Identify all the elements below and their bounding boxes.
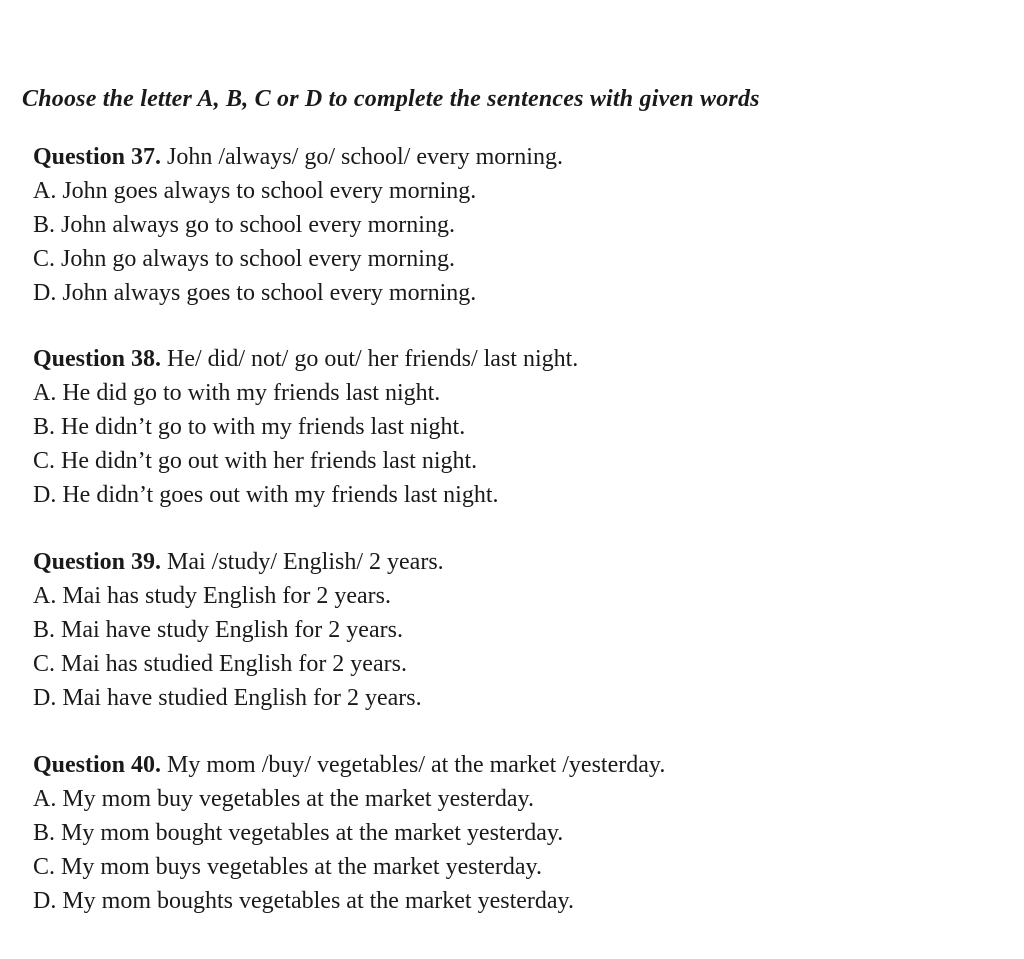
option-a: A. John goes always to school every morning. xyxy=(33,178,477,204)
option-a: A. My mom buy vegetables at the market yesterday. xyxy=(33,786,534,812)
question-prompt-line xyxy=(33,342,578,376)
option-c: C. He didn’t go out with her friends last night. xyxy=(33,448,478,474)
question-prompt: John /always/ go/ school/ every morning. xyxy=(161,144,563,170)
option-b: B. Mai have study English for 2 years. xyxy=(33,617,403,643)
option-d: D. He didn’t goes out with my friends last night. xyxy=(33,482,499,508)
option-c: C. Mai has studied English for 2 years. xyxy=(33,651,407,677)
option-c: C. My mom buys vegetables at the market yesterday. xyxy=(33,854,542,880)
option-d: D. My mom boughts vegetables at the market yesterday. xyxy=(33,888,574,914)
question-prompt: Mai /study/ English/ 2 years. xyxy=(161,549,444,575)
question-prompt: He/ did/ not/ go out/ her friends/ last night. xyxy=(161,346,579,372)
question-40 xyxy=(33,748,665,918)
question-prompt: My mom /buy/ vegetables/ at the market /yesterday. xyxy=(161,752,666,778)
option-b: B. John always go to school every morning. xyxy=(33,212,455,238)
question-38 xyxy=(33,342,578,512)
question-number: Question 39. xyxy=(33,549,162,575)
option-b: B. He didn’t go to with my friends last night. xyxy=(33,414,466,440)
question-prompt-line xyxy=(33,545,444,579)
option-d: D. John always goes to school every morning. xyxy=(33,280,477,306)
question-prompt-line xyxy=(33,140,563,174)
question-prompt-line xyxy=(33,748,665,782)
option-b: B. My mom bought vegetables at the market yesterday. xyxy=(33,820,564,846)
question-number: Question 40. xyxy=(33,752,162,778)
option-d: D. Mai have studied English for 2 years. xyxy=(33,685,422,711)
question-39 xyxy=(33,545,444,715)
option-c: C. John go always to school every morning. xyxy=(33,246,455,272)
question-number: Question 38. xyxy=(33,346,162,372)
option-a: A. Mai has study English for 2 years. xyxy=(33,583,391,609)
instruction-heading: Choose the letter A, B, C or D to complete the sentences with given words xyxy=(22,86,760,112)
question-37 xyxy=(33,140,563,310)
option-a: A. He did go to with my friends last night. xyxy=(33,380,441,406)
question-number: Question 37. xyxy=(33,144,162,170)
